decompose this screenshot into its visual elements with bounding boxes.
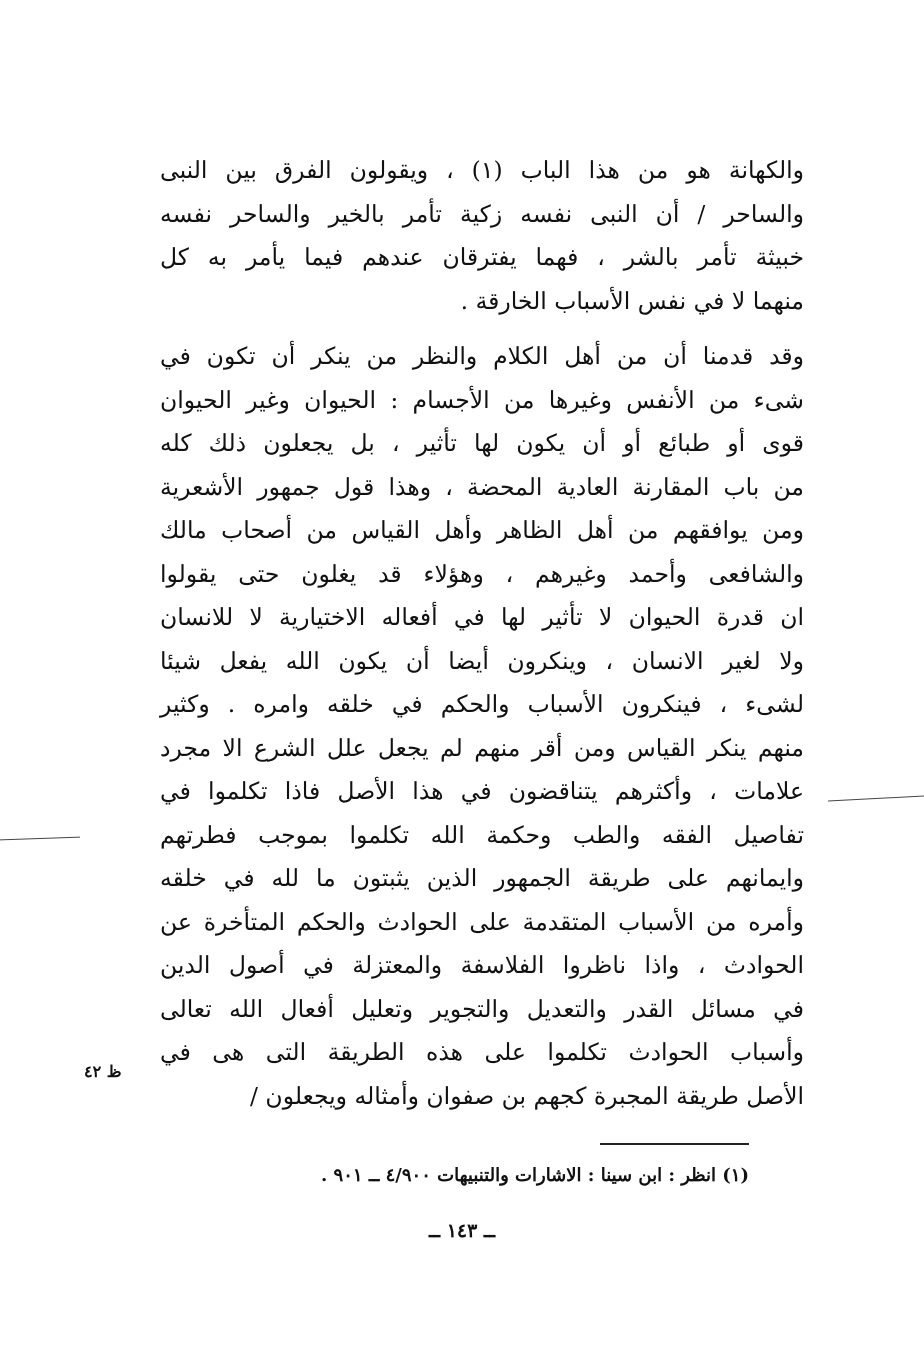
text-line: شىء من الأنفس وغيرها من الأجسام : الحيوان وغير الحيوان: [160, 385, 804, 414]
paragraph-2: [160, 335, 804, 1118]
text-line: منهم ينكر القياس ومن أقر منهم لم يجعل علل الشرع الا مجرد: [160, 733, 804, 762]
manuscript-folio-reference: ظ ٤٢: [84, 1062, 122, 1081]
text-line: ومن يوافقهم من أهل الظاهر وأهل القياس من أصحاب مالك: [160, 516, 804, 544]
text-line: ولا لغير الانسان ، وينكرون أيضا أن يكون الله يفعل شيئا: [160, 646, 804, 675]
footnote: (١) انظر : ابن سينا : الاشارات والتنبيهات ٤/٩٠٠ ــ ٩٠١ .: [320, 1165, 749, 1186]
text-line: والشافعى وأحمد وغيرهم ، وهؤلاء قد يغلون حتى يقولوا: [160, 559, 804, 588]
text-line: الأصل طريقة المجبرة كجهم بن صفوان وأمثاله ويجعلون /: [250, 1081, 804, 1110]
text-line: الحوادث ، واذا ناظروا الفلاسفة والمعتزلة في أصول الدين: [160, 951, 804, 979]
text-line: وايمانهم على طريقة الجمهور الذين يثبتون ما لله في خلقه: [160, 864, 804, 892]
text-line: منهما لا في نفس الأسباب الخارقة .: [460, 286, 804, 315]
page-number: ــ ١٤٣ ــ: [428, 1220, 496, 1242]
text-line: في مسائل القدر والتعديل والتجوير وتعليل أفعال الله تعالى: [160, 994, 804, 1023]
text-line: من باب المقارنة العادية المحضة ، وهذا قول جمهور الأشعرية: [160, 472, 804, 501]
text-line: قوى أو طبائع أو أن يكون لها تأثير ، بل يجعلون ذلك كله: [160, 429, 804, 457]
text-line: خبيثة تأمر بالشر ، فهما يفترقان عندهم فيما يأمر به كل: [160, 243, 804, 271]
text-line: وقد قدمنا أن من أهل الكلام والنظر من ينكر أن تكون في: [160, 342, 804, 370]
text-line: وأسباب الحوادث تكلموا على هذه الطريقة التى هى في: [160, 1038, 804, 1066]
text-line: تفاصيل الفقه والطب وحكمة الله تكلموا بموجب فطرتهم: [160, 820, 804, 849]
footnote-separator: [600, 1143, 749, 1145]
paragraph-1: [160, 149, 804, 323]
scan-artifact-line: [828, 795, 924, 801]
text-line: وأمره من الأسباب المتقدمة على الحوادث والحكم المتأخرة عن: [160, 907, 804, 936]
text-line: ان قدرة الحيوان لا تأثير لها في أفعاله الاختيارية لا للانسان: [160, 603, 804, 631]
text-line: علامات ، وأكثرهم يتناقضون في هذا الأصل فاذا تكلموا في: [160, 777, 804, 805]
text-line: لشىء ، فينكرون الأسباب والحكم في خلقه وامره . وكثير: [160, 690, 804, 718]
scan-artifact-line: [0, 837, 80, 841]
text-line: والساحر / أن النبى نفسه زكية تأمر بالخير والساحر نفسه: [160, 199, 804, 228]
text-line: والكهانة هو من هذا الباب (١) ، ويقولون الفرق بين النبى: [160, 156, 804, 184]
